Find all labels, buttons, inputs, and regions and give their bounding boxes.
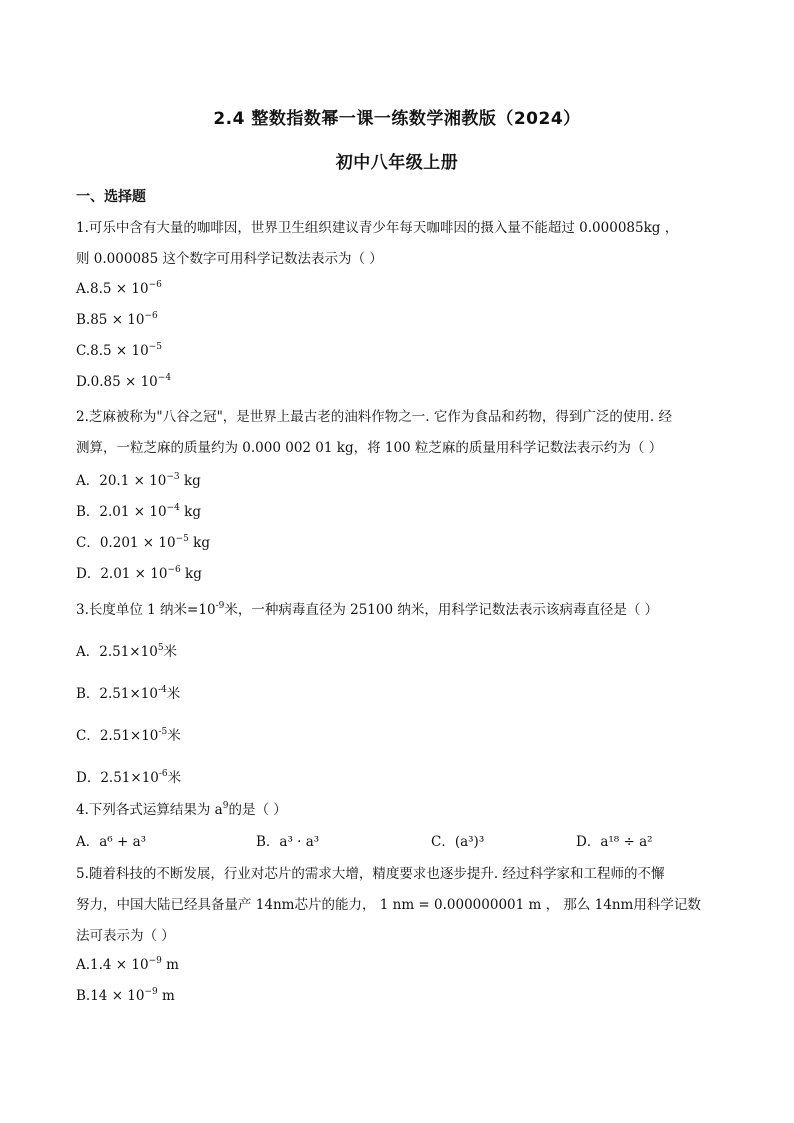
option-label: D. [76, 374, 91, 390]
question-3-option-c [76, 724, 181, 744]
option-unit: 米 [163, 644, 178, 660]
section-heading: 一、选择题 [76, 189, 146, 205]
option-unit: 米 [167, 770, 182, 786]
question-text: 3.长度单位 1 纳米=10 [76, 602, 216, 618]
option-unit: kg [179, 473, 201, 489]
option-label: B. [76, 988, 91, 1004]
question-1-option-d [76, 374, 171, 390]
option-exponent: −4 [166, 503, 180, 513]
question-3-option-b [76, 682, 180, 702]
option-value: 2.51×10 [99, 686, 158, 702]
option-label: A． [76, 473, 100, 489]
option-unit: m [161, 957, 179, 973]
question-2-text-line2: 测算，一粒芝麻的质量约为 0.000 002 01 kg，将 100 粒芝麻的质量用科学记数法表示约为（ ） [76, 440, 663, 456]
option-label: A. [76, 957, 91, 973]
option-value: 2.01 × 10 [99, 504, 167, 520]
option-value: 8.5 × 10 [90, 343, 149, 359]
option-exponent: −6 [148, 280, 162, 290]
question-2-option-b [76, 500, 201, 520]
option-exponent: −9 [148, 956, 162, 966]
option-exponent: −3 [166, 472, 180, 482]
option-value: 1.4 × 10 [90, 957, 149, 973]
option-label: C． [76, 728, 100, 744]
option-value: 2.51×10 [99, 644, 158, 660]
option-label: B． [76, 504, 100, 520]
question-2-option-d [76, 562, 202, 582]
option-value: 0.201 × 10 [99, 535, 176, 551]
option-unit: 米 [166, 686, 181, 702]
question-1-text-line1: 1.可乐中含有大量的咖啡因，世界卫生组织建议青少年每天咖啡因的摄入量不能超过 0.000085kg ， [76, 220, 679, 236]
question-exponent: 9 [222, 801, 229, 811]
option-label: B. [76, 312, 91, 328]
option-exponent: −6 [167, 565, 181, 575]
page-title: 2.4 整数指数幂一课一练数学湘教版（2024） [213, 109, 581, 129]
option-unit: kg [179, 504, 201, 520]
question-2-option-a [76, 469, 201, 489]
option-unit: kg [188, 535, 210, 551]
option-exponent: -5 [158, 727, 168, 737]
question-4-option-c: C．(a³)³ [431, 834, 485, 850]
question-5-option-b [76, 988, 175, 1004]
question-2-text-line1: 2.芝麻被称为"八谷之冠"，是世界上最古老的油料作物之一. 它作为食品和药物，得到广泛的使用. 经 [76, 409, 672, 425]
question-5-text-line1: 5.随着科技的不断发展，行业对芯片的需求大增，精度要求也逐步提升. 经过科学家和工程师的不懈 [76, 866, 665, 882]
option-unit: 米 [167, 728, 181, 744]
option-label: C. [76, 343, 91, 359]
question-5-text-line2: 努力，中国大陆已经具备量产 14nm芯片的能力， 1 nm = 0.000000001 m ， 那么 14nm用科学记数 [76, 897, 701, 913]
question-4-option-b: B．a³ · a³ [256, 834, 320, 850]
question-4-text [76, 798, 287, 818]
question-4-option-a: A．a⁶ + a³ [76, 834, 147, 850]
option-value: 2.01 × 10 [100, 566, 168, 582]
option-unit: m [157, 988, 175, 1004]
option-exponent: −5 [175, 534, 189, 544]
question-text: 米，一种病毒直径为 25100 纳米，用科学记数法表示该病毒直径是（ ） [224, 602, 659, 618]
question-1-option-c [76, 343, 162, 359]
option-exponent: -6 [158, 769, 168, 779]
question-5-option-a [76, 957, 179, 973]
option-value: 0.85 × 10 [90, 374, 158, 390]
option-unit: kg [180, 566, 202, 582]
option-label: A. [76, 281, 91, 297]
option-exponent: -4 [157, 685, 167, 695]
question-text: 的是（ ） [228, 802, 287, 818]
option-label: C． [76, 535, 100, 551]
question-3-option-d [76, 766, 181, 786]
option-value: 2.51×10 [100, 770, 159, 786]
question-2-option-c [76, 531, 210, 551]
option-label: D． [76, 566, 101, 582]
question-3-option-a [76, 640, 177, 660]
question-text: 4.下列各式运算结果为 a [76, 802, 223, 818]
option-exponent: −4 [157, 373, 172, 383]
question-1-text-line2: 则 0.000085 这个数字可用科学记数法表示为（ ） [76, 251, 383, 267]
question-exponent: -9 [215, 601, 225, 611]
option-exponent: 5 [157, 643, 164, 653]
option-value: 14 × 10 [90, 988, 145, 1004]
option-label: A． [76, 644, 100, 660]
question-3-text [76, 598, 658, 618]
question-1-option-a [76, 281, 162, 297]
option-value: 8.5 × 10 [90, 281, 149, 297]
option-exponent: −5 [148, 342, 162, 352]
option-label: D． [76, 770, 101, 786]
option-exponent: −9 [144, 987, 158, 997]
question-5-text-line3: 法可表示为（ ） [76, 928, 175, 944]
page-subtitle: 初中八年级上册 [335, 153, 459, 173]
option-value: 85 × 10 [90, 312, 145, 328]
option-value: 2.51×10 [99, 728, 159, 744]
option-value: 20.1 × 10 [99, 473, 167, 489]
option-exponent: −6 [144, 311, 158, 321]
question-1-option-b [76, 312, 158, 328]
option-label: B． [76, 686, 100, 702]
question-4-option-d: D．a¹⁸ ÷ a² [576, 834, 653, 850]
